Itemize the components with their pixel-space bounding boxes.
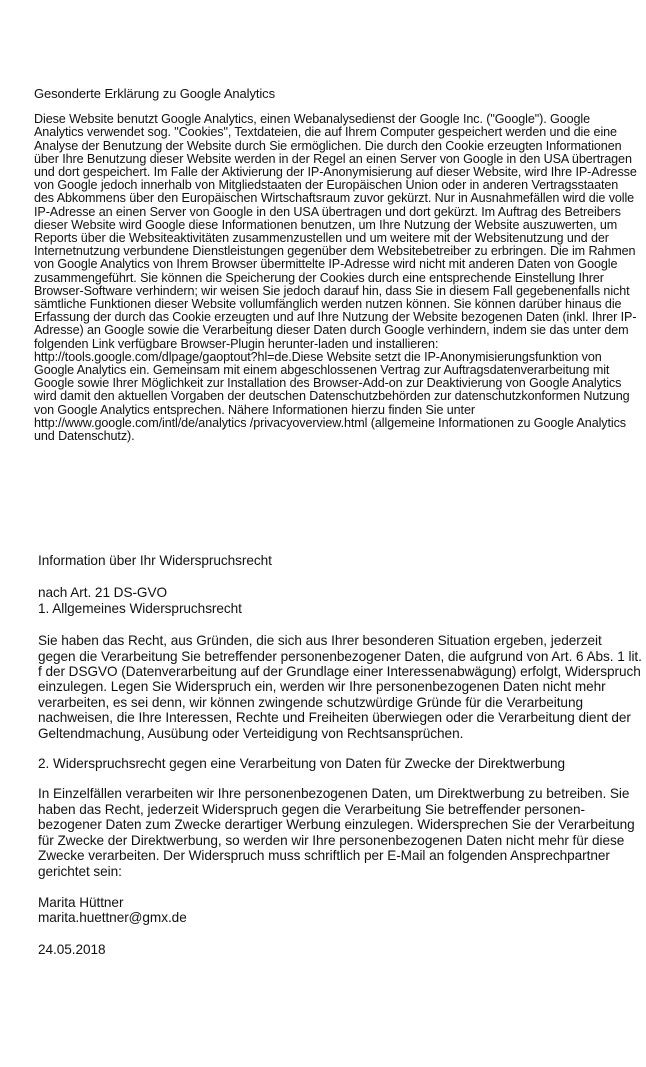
objection-title: Information über Ihr Widerspruchsrecht [38, 553, 272, 568]
contact-email: marita.huettner@gmx.de [38, 910, 187, 926]
objection-rights-section [38, 553, 642, 957]
direct-marketing-heading: 2. Widerspruchsrecht gegen eine Verarbeitung von Daten für Zwecke der Direktwerbung [38, 756, 566, 772]
direct-marketing-paragraph: In Einzelfällen verarbeiten wir Ihre personenbezogenen Daten, um Direktwerbung zu betreiben. Sie haben das Recht, jederzeit Widerspruch gegen die Verarbeitung Sie betreffender personen-bezogener Daten zum Zwecke derartiger Werbung einzulegen. Widersprechen Sie der Verarbeitung für Zwecke der Direktwerbung, so werden wir Ihre personenbezogenen Daten nicht mehr für diese Zwecke verarbeiten. Der Widerspruch muss schriftlich per E-Mail an folgenden Ansprechpartner gerichtet sein: [38, 786, 635, 879]
document-date: 24.05.2018 [38, 941, 106, 957]
google-analytics-section [34, 87, 638, 443]
contact-name: Marita Hüttner [38, 894, 124, 910]
objection-subtitle: nach Art. 21 DS-GVO [38, 585, 168, 601]
general-objection-heading: 1. Allgemeines Widerspruchsrecht [38, 600, 242, 616]
analytics-title: Gesonderte Erklärung zu Google Analytics [34, 86, 275, 101]
general-objection-paragraph: Sie haben das Recht, aus Gründen, die sich aus Ihrer besonderen Situation ergeben, jederzeit gegen die Verarbeitung Sie betreffender personenbezogener Daten, die aufgrund von Art. 6 Abs. 1 lit. f der DSGVO (Datenverarbeitung auf der Grundlage einer Interessenabwägung) erfolgt, Widerspruch einzulegen. Legen Sie Widerspruch ein, werden wir Ihre personenbezogenen Daten nicht mehr verarbeiten, es sei denn, wir können zwingende schutzwürdige Gründe für die Verarbeitung nachweisen, die Ihre Interessen, Rechte und Freiheiten überwiegen oder die Verarbeitung dient der Geltendmachung, Ausübung oder Verteidigung von Rechtsansprüchen. [38, 633, 642, 741]
analytics-body: Diese Website benutzt Google Analytics, einen Webanalysedienst der Google Inc. ("Google"). Google Analytics verwendet sog. "Cookies", Textdateien, die auf Ihrem Computer gespeichert werden und die eine Analyse der Benutzung der Website durch Sie ermöglichen. Die durch den Cookie erzeugten Informationen über Ihre Benutzung dieser Website werden in der Regel an einen Server von Google in den USA übertragen und dort gespeichert. Im Falle der Aktivierung der IP-Anonymisierung auf dieser Website, wird Ihre IP-Adresse von Google jedoch innerhalb von Mitgliedstaaten der Europäischen Union oder in anderen Vertragsstaaten des Abkommens über den Europäischen Wirtschaftsraum zuvor gekürzt. Nur in Ausnahmefällen wird die volle IP-Adresse an einen Server von Google in den USA übertragen und dort gekürzt. Im Auftrag des Betreibers dieser Website wird Google diese Informationen benutzen, um Ihre Nutzung der Website auszuwerten, um Reports über die Websiteaktivitäten zusammenzustellen und um weitere mit der Websitenutzung und der Internetnutzung verbundene Dienstleistungen gegenüber dem Websitebetreiber zu erbringen. Die im Rahmen von Google Analytics von Ihrem Browser übermittelte IP-Adresse wird nicht mit anderen Daten von Google zusammengeführt. Sie können die Speicherung der Cookies durch eine entsprechende Einstellung Ihrer Browser-Software verhindern; wir weisen Sie jedoch darauf hin, dass Sie in diesem Fall gegebenenfalls nicht sämtliche Funktionen dieser Website vollumfänglich werden nutzen können. Sie können darüber hinaus die Erfassung der durch das Cookie erzeugten und auf Ihre Nutzung der Website bezogenen Daten (inkl. Ihrer IP-Adresse) an Google sowie die Verarbeitung dieser Daten durch Google verhindern, indem sie das unter dem folgenden Link verfügbare Browser-Plugin herunter-laden und installieren: http://tools.google.com/dlpage/gaoptout?hl=de.Diese Website setzt die IP-Anonymisierungsfunktion von Google Analytics ein. Gemeinsam mit einem abgeschlossenen Vertrag zur Auftragsdatenverarbeitung mit Google sowie Ihrer Möglichkeit zur Installation des Browser-Add-on zur Deaktivierung von Google Analytics wird damit den aktuellen Vorgaben der deutschen Datenschutzbehörden zur datenschutzkonformen Nutzung von Google Analytics entsprechen. Nähere Informationen hierzu finden Sie unter http://www.google.com/intl/de/analytics /privacyoverview.html (allgemeine Informationen zu Google Analytics und Datenschutz). [34, 112, 637, 444]
